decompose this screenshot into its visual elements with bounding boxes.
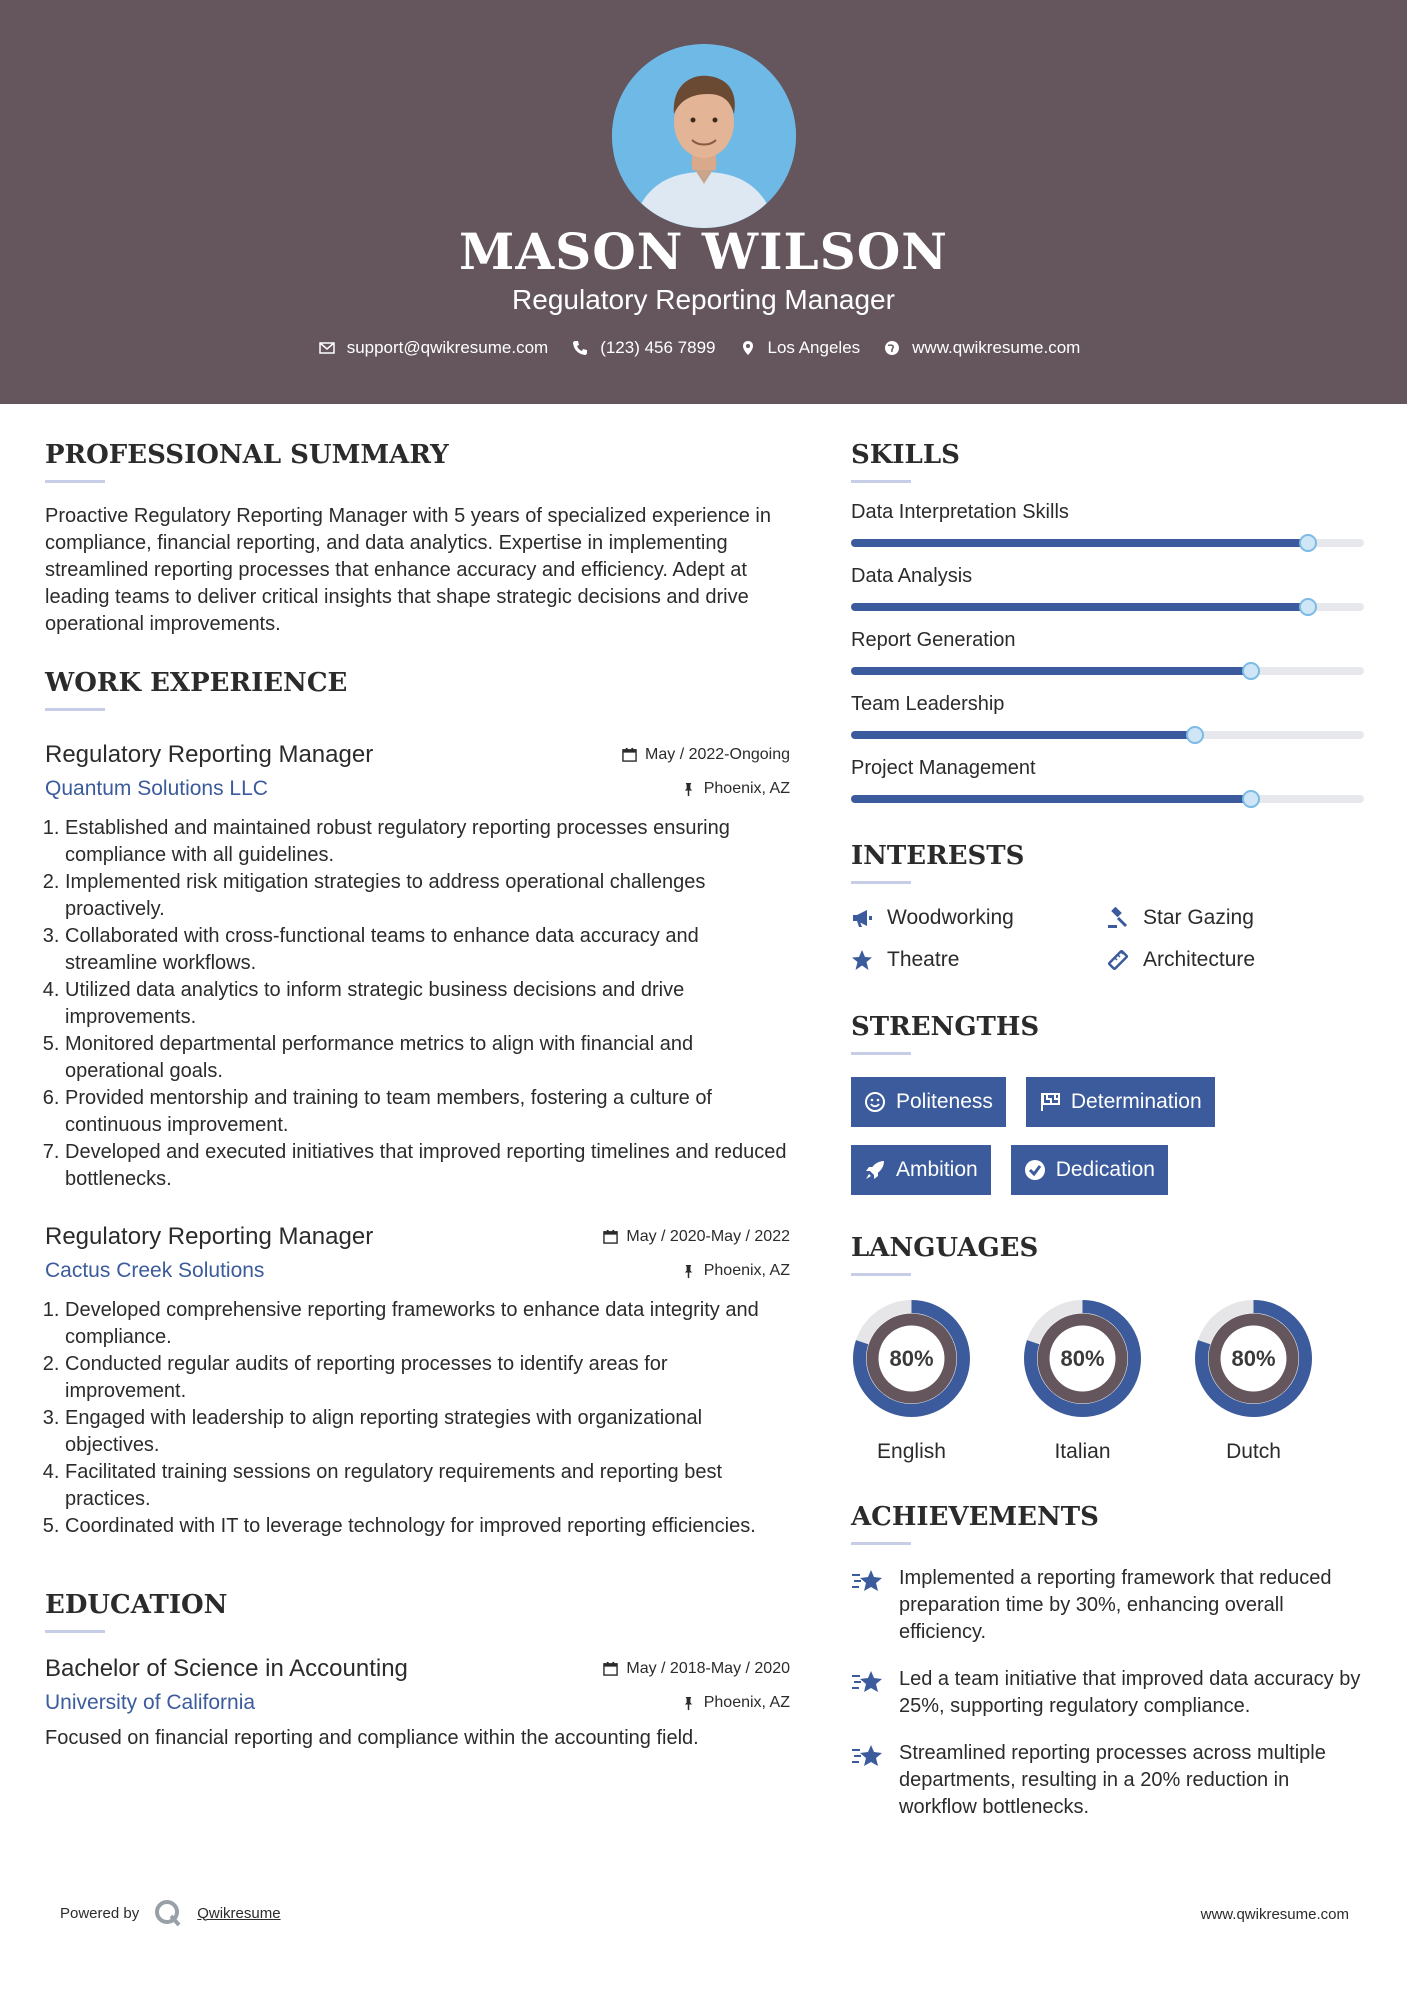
check-circle-icon	[1024, 1159, 1046, 1181]
section-divider	[45, 480, 105, 483]
footer-powered-by	[60, 1898, 281, 1928]
achievement-text: Led a team initiative that improved data accuracy by 25%, supporting regulatory compliance.	[899, 1668, 1361, 1717]
language-percent: 80%	[889, 1346, 934, 1371]
section-divider	[851, 881, 911, 884]
education-description: Focused on financial reporting and compliance within the accounting field.	[45, 1727, 699, 1749]
skill-bar	[851, 667, 1364, 675]
job-location: Phoenix, AZ	[681, 780, 790, 798]
interest-item: Star Gazing	[1107, 906, 1363, 930]
section-divider	[851, 1542, 911, 1545]
calendar-icon	[622, 747, 637, 762]
skill-bar-fill	[851, 603, 1308, 611]
brand-link[interactable]: Qwikresume	[197, 1904, 281, 1922]
flag-icon	[1039, 1091, 1061, 1113]
gavel-icon	[1107, 907, 1129, 929]
list-item: 1. Established and maintained robust regulatory reporting processes ensuring compliance with all guidelines.	[65, 815, 790, 869]
location-text: Los Angeles	[767, 338, 861, 357]
job-title: Regulatory Reporting Manager	[45, 741, 374, 768]
rocket-icon	[864, 1159, 886, 1181]
language-ring	[1022, 1298, 1143, 1419]
powered-by-text: Powered by	[60, 1904, 140, 1922]
strength-badge: Determination	[1026, 1077, 1215, 1127]
job-duties	[45, 1297, 790, 1540]
strength-badge: Ambition	[851, 1145, 991, 1195]
shooting-star-icon	[851, 1668, 885, 1698]
language-ring	[1193, 1298, 1314, 1419]
contact-bar	[0, 338, 1407, 358]
interests-section	[851, 841, 1364, 972]
job-entry	[45, 741, 790, 1193]
language-ring	[851, 1298, 972, 1419]
strengths-section	[851, 1012, 1364, 1195]
company-name: Quantum Solutions LLC	[45, 777, 268, 800]
skills-list	[851, 501, 1364, 803]
candidate-role: Regulatory Reporting Manager	[512, 284, 895, 315]
email-text: support@qwikresume.com	[346, 338, 549, 357]
smile-icon	[864, 1091, 886, 1113]
calendar-icon	[603, 1661, 618, 1676]
list-item: 4. Utilized data analytics to inform strategic business decisions and drive improvements.	[65, 977, 790, 1031]
left-column	[45, 440, 790, 1752]
skill-item	[851, 565, 1364, 611]
skills-section	[851, 440, 1364, 803]
summary-heading: PROFESSIONAL SUMMARY	[45, 440, 449, 470]
skill-item	[851, 693, 1364, 739]
job-title: Regulatory Reporting Manager	[45, 1223, 374, 1250]
resume-header	[0, 0, 1407, 404]
section-divider	[851, 1052, 911, 1055]
list-item: 2. Implemented risk mitigation strategies to address operational challenges proactively.	[65, 869, 790, 923]
achievement-text: Implemented a reporting framework that reduced preparation time by 30%, enhancing overall efficiency.	[899, 1567, 1332, 1643]
skill-bar-knob	[1186, 726, 1204, 744]
language-name: Italian	[1054, 1440, 1111, 1463]
section-divider	[45, 1630, 105, 1633]
section-divider	[851, 1273, 911, 1276]
skills-heading: SKILLS	[851, 440, 960, 470]
education-heading: EDUCATION	[45, 1590, 228, 1620]
list-item: 4. Facilitated training sessions on regulatory requirements and reporting best practices.	[65, 1459, 790, 1513]
section-divider	[851, 480, 911, 483]
list-item: 3. Collaborated with cross-functional teams to enhance data accuracy and streamline workflows.	[65, 923, 790, 977]
language-name: Dutch	[1226, 1440, 1281, 1463]
skill-item	[851, 757, 1364, 803]
strengths-heading: STRENGTHS	[851, 1012, 1040, 1042]
list-item: 7. Developed and executed initiatives that improved reporting timelines and reduced bottlenecks.	[65, 1139, 790, 1193]
list-item: 5. Monitored departmental performance metrics to align with financial and operational goals.	[65, 1031, 790, 1085]
interest-item: Architecture	[1107, 948, 1363, 972]
skill-bar-fill	[851, 539, 1308, 547]
experience-heading: WORK EXPERIENCE	[45, 668, 348, 698]
phone-text: (123) 456 7899	[600, 338, 716, 357]
job-entry	[45, 1223, 790, 1540]
list-item: 3. Engaged with leadership to align reporting strategies with organizational objectives.	[65, 1405, 790, 1459]
portrait-illustration	[612, 44, 796, 228]
achievements-section	[851, 1502, 1364, 1821]
interests-list	[851, 906, 1364, 972]
education-location: Phoenix, AZ	[681, 1694, 790, 1712]
right-column	[851, 440, 1364, 1841]
summary-text: Proactive Regulatory Reporting Manager with 5 years of specialized experience in compliance, financial reporting, and data analytics. Expertise in implementing streamlined reporting processes that enhance accuracy and efficiency. Adept at leading teams to deliver critical insights that shape strategic decisions and drive operational improvements.	[45, 505, 771, 635]
website-text: www.qwikresume.com	[912, 338, 1081, 357]
language-item	[1193, 1298, 1314, 1464]
summary-section	[45, 440, 790, 638]
skill-label: Report Generation	[851, 629, 1016, 651]
strengths-list	[851, 1077, 1271, 1195]
achievement-item	[851, 1666, 1364, 1720]
globe-icon	[884, 340, 900, 356]
pushpin-icon	[681, 1696, 696, 1711]
qwikresume-logo-icon	[153, 1898, 183, 1928]
skill-bar-knob	[1242, 790, 1260, 808]
skill-bar-knob	[1242, 662, 1260, 680]
skill-bar-fill	[851, 667, 1251, 675]
language-item	[851, 1298, 972, 1464]
interest-item: Woodworking	[851, 906, 1107, 930]
job-date: May / 2020-May / 2022	[603, 1228, 790, 1246]
contact-phone[interactable]	[572, 338, 715, 358]
skill-bar-fill	[851, 731, 1195, 739]
ruler-icon	[1107, 949, 1129, 971]
education-entry	[45, 1655, 790, 1752]
education-section	[45, 1590, 790, 1752]
section-divider	[45, 708, 105, 711]
skill-label: Team Leadership	[851, 693, 1005, 715]
language-item	[1022, 1298, 1143, 1464]
phone-icon	[572, 340, 588, 356]
skill-bar-fill	[851, 795, 1251, 803]
skill-bar	[851, 795, 1364, 803]
achievement-text: Streamlined reporting processes across multiple departments, resulting in a 20% reduction in workflow bottlenecks.	[899, 1742, 1326, 1818]
map-pin-icon	[740, 340, 756, 356]
job-duties	[45, 815, 790, 1193]
achievements-heading: ACHIEVEMENTS	[851, 1502, 1099, 1532]
interest-item: Theatre	[851, 948, 1107, 972]
contact-location	[740, 338, 861, 358]
languages-list	[851, 1298, 1364, 1464]
pushpin-icon	[681, 1264, 696, 1279]
education-date: May / 2018-May / 2020	[603, 1660, 790, 1678]
skill-label: Data Analysis	[851, 565, 973, 587]
skill-item	[851, 629, 1364, 675]
candidate-name: MASON WILSON	[459, 222, 948, 281]
job-date: May / 2022-Ongoing	[622, 746, 790, 764]
achievement-item	[851, 1565, 1364, 1646]
shooting-star-icon	[851, 1567, 885, 1597]
skill-item	[851, 501, 1364, 547]
skill-bar	[851, 731, 1364, 739]
pushpin-icon	[681, 782, 696, 797]
list-item: 2. Conducted regular audits of reporting processes to identify areas for improvement.	[65, 1351, 790, 1405]
achievement-item	[851, 1740, 1364, 1821]
footer-website[interactable]: www.qwikresume.com	[1200, 1906, 1349, 1923]
shooting-star-icon	[851, 1742, 885, 1772]
degree-title: Bachelor of Science in Accounting	[45, 1655, 408, 1682]
skill-bar-knob	[1299, 534, 1317, 552]
envelope-icon	[319, 340, 335, 356]
contact-website[interactable]	[884, 338, 1080, 358]
contact-email[interactable]	[319, 338, 549, 358]
profile-photo	[612, 44, 796, 228]
languages-heading: LANGUAGES	[851, 1233, 1039, 1263]
job-location: Phoenix, AZ	[681, 1262, 790, 1280]
school-name: University of California	[45, 1691, 256, 1714]
achievements-list	[851, 1565, 1364, 1821]
star-icon	[851, 949, 873, 971]
skill-bar	[851, 539, 1364, 547]
language-percent: 80%	[1060, 1346, 1105, 1371]
languages-section	[851, 1233, 1364, 1464]
skill-bar-knob	[1299, 598, 1317, 616]
skill-label: Data Interpretation Skills	[851, 501, 1069, 523]
experience-section	[45, 668, 790, 1540]
list-item: 1. Developed comprehensive reporting frameworks to enhance data integrity and compliance.	[65, 1297, 790, 1351]
skill-label: Project Management	[851, 757, 1036, 779]
language-percent: 80%	[1231, 1346, 1276, 1371]
list-item: 6. Provided mentorship and training to team members, fostering a culture of continuous improvement.	[65, 1085, 790, 1139]
language-name: English	[877, 1440, 946, 1463]
calendar-icon	[603, 1229, 618, 1244]
strength-badge: Dedication	[1011, 1145, 1168, 1195]
skill-bar	[851, 603, 1364, 611]
megaphone-icon	[851, 907, 873, 929]
interests-heading: INTERESTS	[851, 841, 1025, 871]
company-name: Cactus Creek Solutions	[45, 1259, 265, 1282]
strength-badge: Politeness	[851, 1077, 1006, 1127]
list-item: 5. Coordinated with IT to leverage technology for improved reporting efficiencies.	[65, 1513, 790, 1540]
